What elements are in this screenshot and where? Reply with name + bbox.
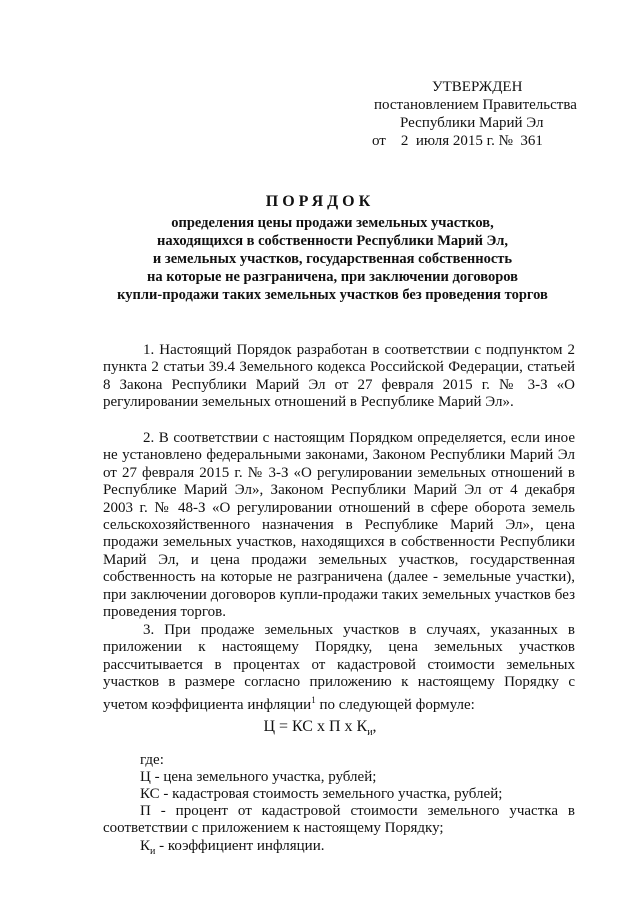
inflation-text: - коэффициент инфляции. <box>155 838 325 854</box>
subtitle-line: купли-продажи таких земельных участков без проведения торгов <box>117 287 548 303</box>
subtitle-line: на которые не разграничена, при заключении договоров <box>147 269 518 285</box>
approval-stamp <box>372 78 592 150</box>
paragraph-3-text <box>103 622 575 714</box>
paragraph-2 <box>103 430 575 621</box>
paragraph-3 <box>103 622 575 714</box>
subtitle-line: находящихся в собственности Республики Марий Эл, <box>157 233 508 249</box>
definition-price: Ц - цена земельного участка, рублей; <box>140 769 377 785</box>
subtitle-line: определения цены продажи земельных участков, <box>171 215 494 231</box>
price-formula <box>0 718 640 738</box>
document-title: ПОРЯДОК <box>265 193 375 210</box>
paragraph-1 <box>103 342 575 412</box>
paragraph-3-main: 3. При продаже земельных участков в случаях, указанных в приложении к настоящему Порядку, цена земельных участков рассчитывается в процентах от кадастровой стоимости земельных участков в размере согласно приложению к настоящему Порядку с учетом коэффициента инфляции <box>103 622 575 713</box>
paragraph-3-tail: по следующей формуле: <box>315 696 475 713</box>
approval-line-date: от 2 июля 2015 г. № 361 <box>372 133 543 149</box>
paragraph-2-text: 2. В соответствии с настоящим Порядком определяется, если иное не установлено федеральными законами, Законом Республики Марий Эл от 27 февраля 2015 г. № 3-З «О регулировании земельных отношений в Республике Марий Эл», Законом Республики Марий Эл от 4 декабря 2003 г. № 48-З «О регулировании отношений в сфере оборота земель сельскохозяйственного назначения в Республике Марий Эл», цена продажи земельных участков, находящихся в собственности Республики Марий Эл, и цена продажи земельных участков, государственная собственность на которые не разграничена (далее - земельные участки), при заключении договоров купли-продажи таких земельных участков без проведения торгов. <box>103 430 575 621</box>
approval-heading: УТВЕРЖДЕН <box>432 79 523 95</box>
definition-percent: П - процент от кадастровой стоимости земельного участка в соответствии с приложением к настоящему Порядку; <box>103 803 575 837</box>
approval-line-republic: Республики Марий Эл <box>400 115 544 131</box>
formula-main: Ц = КС х П х К <box>263 718 368 735</box>
definition-inflation <box>140 838 324 860</box>
approval-line-resolution: постановлением Правительства <box>374 97 577 113</box>
footnote-mark: 1 <box>311 694 316 705</box>
inflation-symbol: К <box>140 838 151 854</box>
formula-end: , <box>372 718 377 735</box>
inflation-subscript: и <box>150 846 156 857</box>
document-subtitle <box>90 214 575 304</box>
subtitle-line: и земельных участков, государственная собственность <box>152 251 513 267</box>
paragraph-1-text: 1. Настоящий Порядок разработан в соответствии с подпунктом 2 пункта 2 статьи 39.4 Земельного кодекса Российской Федерации, статьей 8 Закона Республики Марий Эл от 27 февраля 2015 г. № 3-З «О регулировании земельных отношений в Республике Марий Эл». <box>103 342 575 411</box>
definition-cadastral-value: КС - кадастровая стоимость земельного участка, рублей; <box>140 786 503 802</box>
formula-subscript: и <box>367 727 373 739</box>
where-label: где: <box>140 752 164 768</box>
